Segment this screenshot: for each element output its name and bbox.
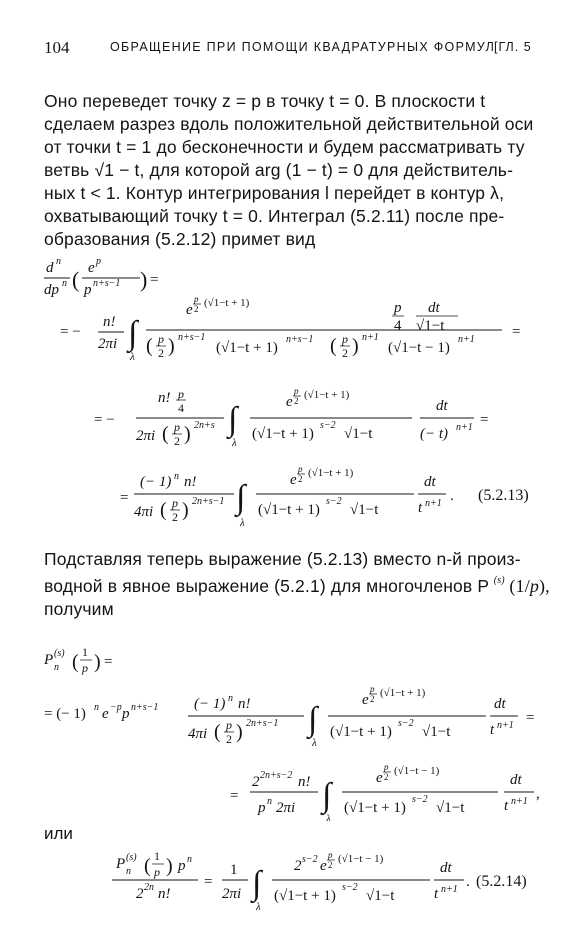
svg-text:2: 2 [342,346,348,360]
text-line: от точки t = 1 до бесконечности и будем рассматривать ту [44,137,525,157]
svg-text:2: 2 [384,772,389,782]
text-line-content: водной в явное выражение (5.2.1) для многочленов P [44,575,490,596]
svg-text:p: p [328,850,333,860]
svg-text:2πi: 2πi [222,886,242,902]
svg-text:2: 2 [328,860,333,870]
svg-text:∫: ∫ [308,701,318,738]
svg-text:2πi: 2πi [276,800,296,816]
svg-text:√1−t: √1−t [436,800,465,816]
svg-text:(: ( [144,855,151,877]
svg-text:n!: n! [158,390,171,406]
svg-text:2: 2 [294,396,299,406]
svg-text:.: . [450,488,454,504]
svg-text:(− 1): (− 1) [194,696,226,712]
svg-text:2: 2 [136,886,144,902]
svg-text:dp: dp [44,282,59,298]
svg-text:p: p [342,332,348,346]
running-title: ОБРАЩЕНИЕ ПРИ ПОМОЩИ КВАДРАТУРНЫХ ФОРМУЛ [110,40,496,54]
svg-text:p: p [194,294,199,304]
svg-text:(√1−t + 1): (√1−t + 1) [274,888,336,904]
svg-text:n: n [126,866,131,877]
svg-text:2n+s−1: 2n+s−1 [192,496,225,507]
equation-5-2-13 [0,250,585,540]
svg-text:dt: dt [440,860,452,876]
svg-text:(s): (s) [126,852,137,863]
svg-text:−p: −p [110,702,122,713]
svg-text:∫: ∫ [252,865,262,902]
svg-text:n: n [56,256,61,267]
svg-text:= (− 1): = (− 1) [44,706,86,722]
svg-text:=: = [104,654,113,670]
svg-text:n+1: n+1 [456,422,473,433]
svg-text:n: n [187,854,192,865]
svg-text:2n+s−1: 2n+s−1 [246,718,279,729]
svg-text:√1−t: √1−t [344,426,373,442]
svg-text:(√1−t + 1): (√1−t + 1) [344,800,406,816]
svg-text:∫: ∫ [236,479,246,516]
chapter-label: [ГЛ. 5 [494,40,532,54]
svg-text:p: p [226,718,232,732]
equation-5-2-14 [0,840,585,940]
svg-text:e: e [286,394,293,410]
svg-text:2: 2 [226,732,232,746]
svg-text:2: 2 [252,774,260,790]
text-line: сделаем разрез вдоль положительной действительной оси [44,114,534,134]
svg-text:p: p [154,865,160,879]
text-line: Подставляя теперь выражение (5.2.13) вместо n-й произ- [44,549,521,569]
svg-text:λ: λ [130,351,135,363]
svg-text:(√1−t + 1): (√1−t + 1) [304,389,350,401]
running-header [0,38,585,62]
svg-text:λ: λ [312,737,317,749]
svg-text:(: ( [160,499,167,521]
svg-text:4: 4 [394,318,402,334]
equation-label-5-2-13: (5.2.13) [478,487,529,504]
svg-text:dt: dt [424,474,436,490]
svg-text:1: 1 [82,645,88,659]
svg-text:2: 2 [298,474,303,484]
svg-text:): ) [352,335,359,357]
svg-text:p: p [172,496,178,510]
svg-text:(√1−t + 1): (√1−t + 1) [258,502,320,518]
svg-text:t: t [434,886,439,902]
svg-text:.: . [466,874,470,890]
svg-text:2: 2 [370,694,375,704]
svg-text:t: t [490,722,495,738]
svg-text:p: p [174,420,180,434]
svg-text:p: p [394,300,402,316]
page-number: 104 [44,38,70,57]
svg-text:t: t [504,798,509,814]
svg-text:(√1−t − 1): (√1−t − 1) [394,765,440,777]
svg-text:n: n [94,702,99,713]
svg-text:=: = [120,490,129,506]
svg-text:s−2: s−2 [412,794,428,805]
svg-text:p: p [122,706,130,722]
svg-text:d: d [46,260,54,276]
svg-text:): ) [182,499,189,521]
svg-text:s−2: s−2 [342,882,358,893]
svg-text:): ) [184,423,191,445]
svg-text:(: ( [330,335,337,357]
svg-text:2n+s: 2n+s [194,420,215,431]
svg-text:dt: dt [436,398,448,414]
svg-text:= −: = − [94,412,115,428]
svg-text:λ: λ [240,517,245,529]
svg-text:p: p [370,684,375,694]
svg-text:P: P [44,652,54,668]
svg-text:e: e [290,472,297,488]
svg-text:n+1: n+1 [441,884,458,895]
svg-text:=: = [150,272,159,288]
svg-text:P: P [116,856,126,872]
svg-text:(− 1): (− 1) [140,474,172,490]
svg-text:dt: dt [494,696,506,712]
svg-text:∫: ∫ [322,777,332,814]
svg-text:(√1−t + 1): (√1−t + 1) [252,426,314,442]
svg-text:n+1: n+1 [497,720,514,731]
svg-text:n+1: n+1 [511,796,528,807]
svg-text:): ) [236,721,243,743]
svg-text:√1−t: √1−t [366,888,395,904]
svg-text:(√1−t + 1): (√1−t + 1) [380,687,426,699]
svg-text:(√1−t + 1): (√1−t + 1) [330,724,392,740]
svg-text:n!: n! [158,886,171,902]
text-line: ных t < 1. Контур интегрирования l перейдет в контур λ, [44,183,505,203]
svg-text:s−2: s−2 [398,718,414,729]
svg-text:(: ( [72,651,79,673]
svg-text:2: 2 [172,510,178,524]
svg-text:e: e [102,706,109,722]
svg-text:p: p [178,387,184,401]
svg-text:√1−t: √1−t [416,318,445,334]
svg-text:(: ( [146,335,153,357]
svg-text:4: 4 [178,401,184,415]
svg-text:dt: dt [510,772,522,788]
svg-text:√1−t: √1−t [350,502,379,518]
svg-text:p: p [84,282,92,298]
svg-text:e: e [362,692,369,708]
text-line: водной в явное выражение (5.2.1) для многочленов P $^{(s)}$ (1/p), [44,575,550,596]
svg-text:p: p [96,256,101,267]
svg-text:p: p [178,858,186,874]
svg-text:2πi: 2πi [98,336,118,352]
svg-text:(: ( [72,267,80,292]
svg-text:2πi: 2πi [136,428,156,444]
svg-text:n+s−1: n+s−1 [178,332,206,343]
svg-text:): ) [166,855,173,877]
svg-text:e: e [320,858,327,874]
svg-text:dt: dt [428,300,440,316]
svg-text:=: = [480,412,489,428]
svg-text:(: ( [214,721,221,743]
svg-text:1: 1 [230,862,238,878]
connector-word: или [44,824,73,843]
svg-text:∫: ∫ [128,315,138,352]
svg-text:p: p [82,661,88,675]
text-line: образования (5.2.12) примет вид [44,229,316,249]
svg-text:s−2: s−2 [320,420,336,431]
svg-text:(√1−t − 1): (√1−t − 1) [388,340,450,356]
svg-text:(√1−t + 1): (√1−t + 1) [308,467,354,479]
svg-text:(: ( [162,423,169,445]
svg-text:p: p [158,332,164,346]
svg-text:2n+s−2: 2n+s−2 [260,770,293,781]
svg-text:(− t): (− t) [420,426,449,442]
svg-text:s−2: s−2 [326,496,342,507]
svg-text:n: n [228,693,233,704]
svg-text:n!: n! [238,696,251,712]
svg-text:): ) [168,335,175,357]
paragraph-intro [44,90,542,251]
text-line: получим [44,598,114,619]
svg-text:e: e [88,260,95,276]
svg-text:t: t [418,500,423,516]
text-line: охватывающий точку t = 0. Интеграл (5.2.11) после пре- [44,206,505,226]
svg-text:4πi: 4πi [188,726,208,742]
text-line: ветвь √1 − t, для которой arg (1 − t) = 0 для действитель- [44,160,514,180]
svg-text:n+1: n+1 [425,498,442,509]
svg-text:n+s−1: n+s−1 [93,278,121,289]
svg-text:2: 2 [294,858,302,874]
svg-text:√1−t: √1−t [422,724,451,740]
svg-text:=: = [230,788,239,804]
svg-text:λ: λ [326,813,331,821]
svg-text:p: p [258,800,266,816]
svg-text:= −: = − [60,324,81,340]
svg-text:e: e [376,770,383,786]
svg-text:=: = [204,874,213,890]
svg-text:e: e [186,302,193,318]
svg-text:(√1−t + 1): (√1−t + 1) [216,340,278,356]
svg-text:n+s−1: n+s−1 [286,334,314,345]
svg-text:n: n [267,796,272,807]
svg-text:4πi: 4πi [134,504,154,520]
svg-text:p: p [294,386,299,396]
svg-text:λ: λ [232,437,237,449]
paragraph-substitution [44,548,550,621]
svg-text:n!: n! [103,314,116,330]
svg-text:p: p [298,464,303,474]
svg-text:∫: ∫ [228,401,238,438]
svg-text:n: n [62,278,67,289]
equation-label-5-2-14: (5.2.14) [476,873,527,890]
svg-text:,: , [536,786,540,802]
svg-text:n!: n! [184,474,197,490]
svg-text:): ) [140,267,148,292]
svg-text:n+s−1: n+s−1 [131,702,159,713]
svg-text:p: p [384,762,389,772]
svg-text:n!: n! [298,774,311,790]
svg-text:=: = [526,710,535,726]
svg-text:λ: λ [256,901,261,913]
svg-text:n+1: n+1 [362,332,379,343]
svg-text:n: n [174,471,179,482]
svg-text:(s): (s) [54,648,65,659]
svg-text:n: n [54,662,59,673]
svg-text:2: 2 [174,434,180,448]
svg-text:(√1−t − 1): (√1−t − 1) [338,853,384,865]
text-line: Оно переведет точку z = p в точку t = 0. В плоскости t [44,91,486,111]
svg-text:s−2: s−2 [302,854,318,865]
svg-text:2n: 2n [144,882,154,893]
svg-text:): ) [94,651,101,673]
svg-text:1: 1 [154,849,160,863]
svg-text:=: = [512,324,521,340]
svg-text:n+1: n+1 [458,334,475,345]
svg-text:(√1−t + 1): (√1−t + 1) [204,297,250,309]
svg-text:2: 2 [194,304,199,314]
svg-text:2: 2 [158,346,164,360]
equation-polynomial-representation [0,636,585,821]
